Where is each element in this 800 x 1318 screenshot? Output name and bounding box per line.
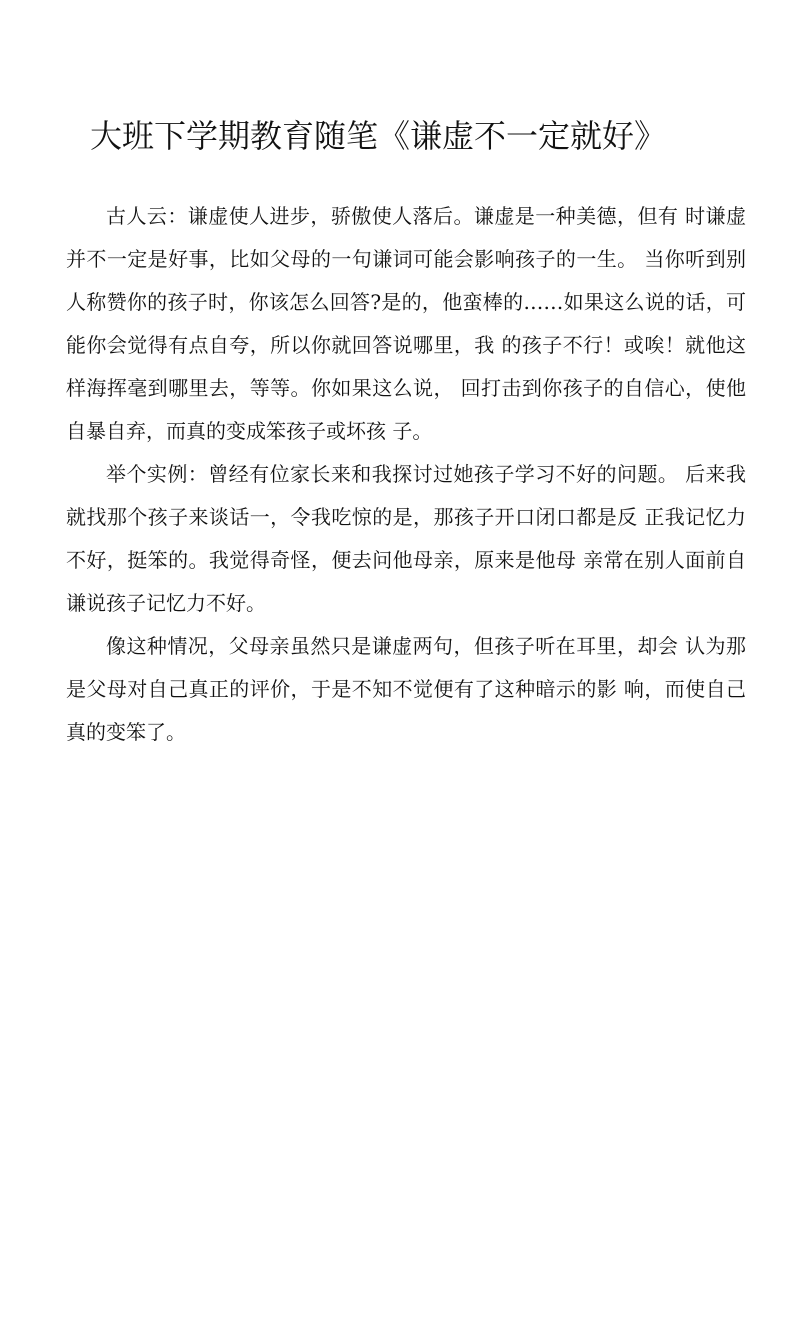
paragraph-3: 像这种情况，父母亲虽然只是谦虚两句，但孩子听在耳里，却会 认为那是父母对自己真正的评价，于是不知不觉便有了这种暗示的影 响，而使自己真的变笨了。 [66,634,746,744]
document-body [66,195,746,754]
document-title: 大班下学期教育随笔《谦虚不一定就好》 [90,117,667,155]
paragraph-1: 古人云：谦虚使人进步，骄傲使人落后。谦虚是一种美德，但有 时谦虚并不一定是好事，比如父母的一句谦词可能会影响孩子的一生。 当你听到别人称赞你的孩子时，你该怎么回答?是的，他蛮棒的……如果这么说的话，可能你会觉得有点自夸，所以你就回答说哪里，我 的孩子不行！或唉！就他这样海挥毫到哪里去，等等。你如果这么说， 回打击到你孩子的自信心，使他自暴自弃，而真的变成笨孩子或坏孩 子。 [66,204,746,443]
paragraph-2: 举个实例：曾经有位家长来和我探讨过她孩子学习不好的问题。 后来我就找那个孩子来谈话一，令我吃惊的是，那孩子开口闭口都是反 正我记忆力不好，挺笨的。我觉得奇怪，便去问他母亲，原来是他母 亲常在别人面前自谦说孩子记忆力不好。 [66,462,746,615]
